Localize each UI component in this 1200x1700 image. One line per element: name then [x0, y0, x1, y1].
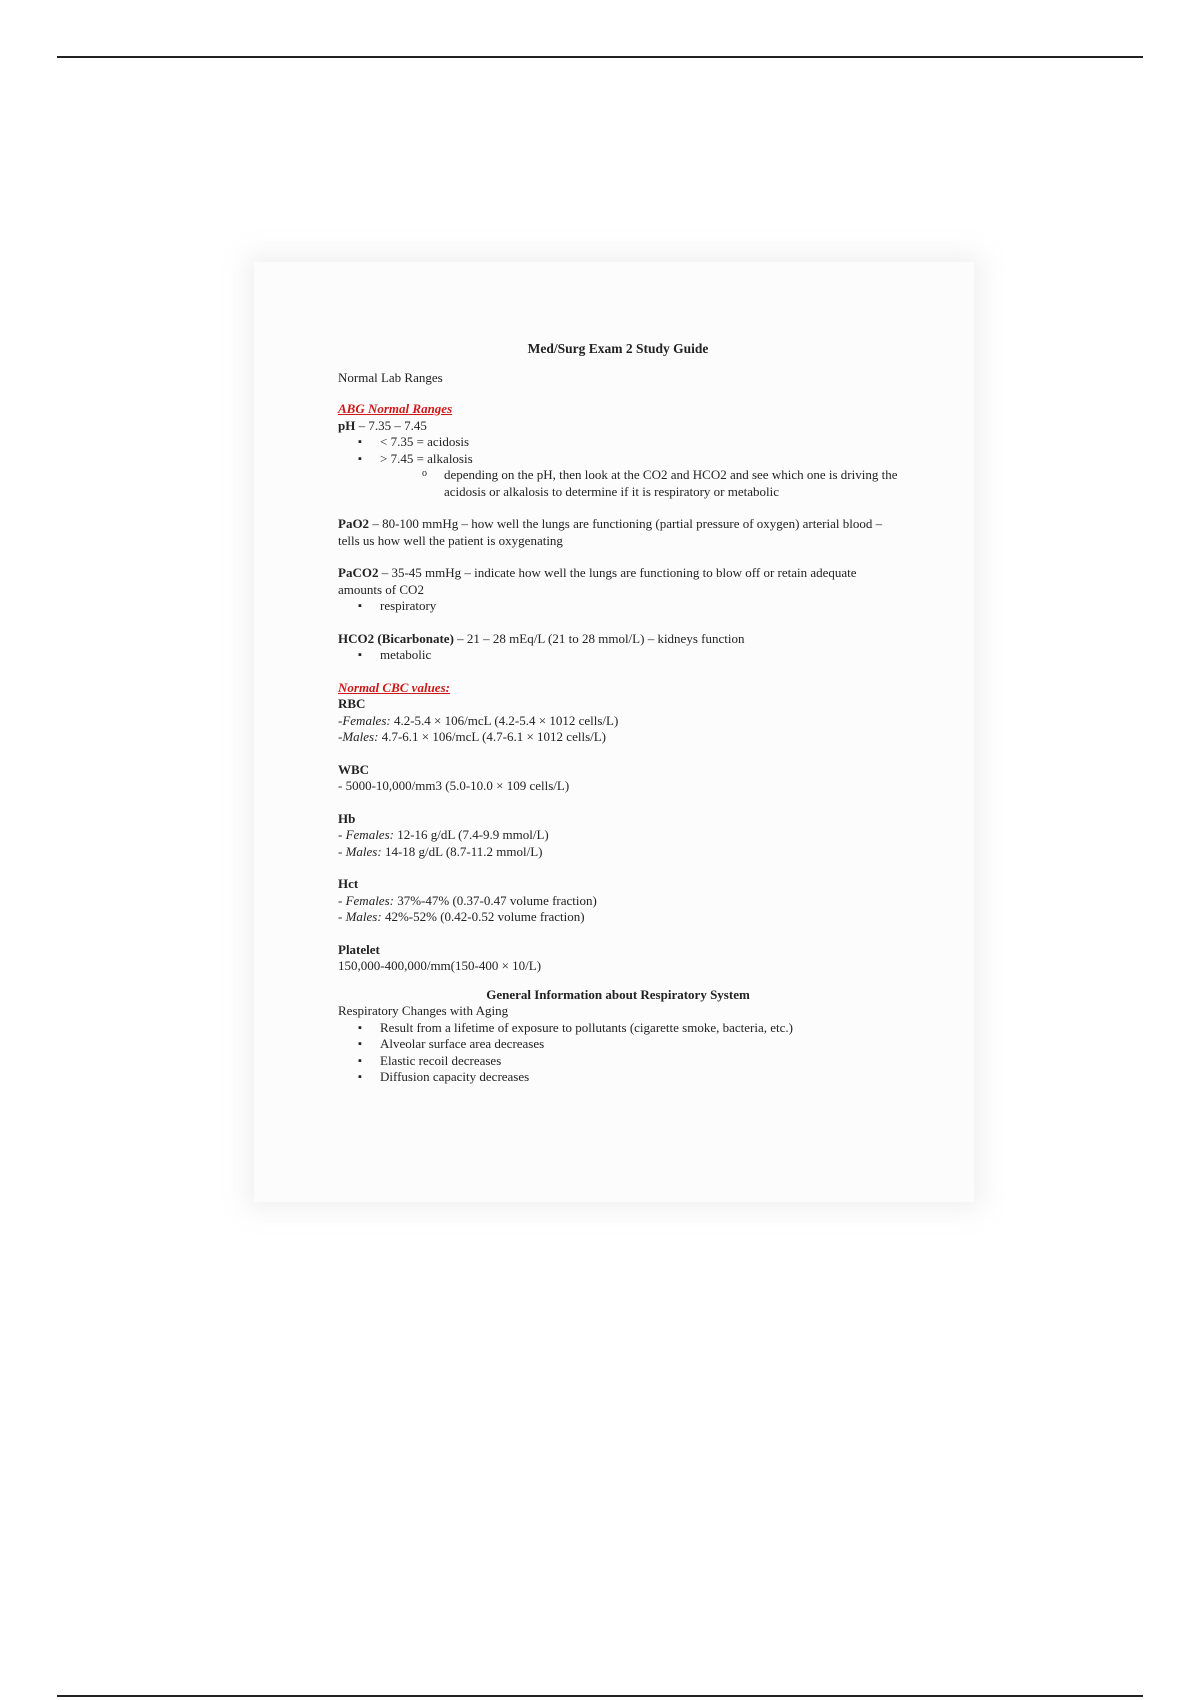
- hco2-text: – 21 – 28 mEq/L (21 to 28 mmol/L) – kidneys function: [453, 630, 745, 646]
- respiratory-heading: General Information about Respiratory System: [486, 986, 750, 1002]
- document-title: Med/Surg Exam 2 Study Guide: [527, 341, 709, 356]
- rbc-females-label: Females:: [342, 712, 391, 728]
- hct-males-label: Males:: [345, 909, 382, 924]
- rbc-females-value: 4.2-5.4 × 106/mcL (4.2-5.4 × 1012 cells/L): [390, 712, 619, 728]
- respiratory-bullet: ▪ Elastic recoil decreases: [358, 1053, 898, 1070]
- wbc-label: WBC: [338, 761, 370, 777]
- ph-sub-item: o depending on the pH, then look at the CO2 and HCO2 and see which one is driving the acidosis or alkalosis to determine if it is respiratory or metabolic: [422, 467, 898, 500]
- hct-females-line: [338, 893, 898, 910]
- hct-males-line: [338, 909, 898, 926]
- hb-females-label: Females:: [345, 827, 394, 842]
- hct-males-value: 42%-52% (0.42-0.52 volume fraction): [381, 909, 585, 924]
- hb-males-line: [338, 844, 898, 861]
- hco2-bullet: ▪ metabolic: [358, 647, 898, 664]
- pao2-text: – 80-100 mmHg – how well the lungs are functioning (partial pressure of oxygen) arterial blood – tells us how well the patient is oxygenating: [338, 516, 883, 548]
- hb-females-prefix: -: [338, 827, 346, 842]
- paco2-text: – 35-45 mmHg – indicate how well the lungs are functioning to blow off or retain adequate amounts of CO2: [338, 565, 857, 597]
- ph-label: pH: [338, 417, 356, 433]
- ph-bullet-list: [338, 434, 898, 500]
- ph-bullet-acidosis: ▪ < 7.35 = acidosis: [358, 434, 898, 451]
- hct-label: Hct: [338, 876, 359, 891]
- top-rule: [57, 56, 1143, 58]
- hct-females-label: Females:: [345, 892, 394, 908]
- hco2-label: HCO2 (Bicarbonate): [338, 630, 454, 646]
- ph-bullet-alkalosis: [358, 451, 898, 501]
- pao2-label: PaO2: [338, 516, 370, 531]
- rbc-males-prefix: -: [338, 729, 343, 744]
- hb-females-value: 12-16 g/dL (7.4-9.9 mmol/L): [393, 827, 549, 842]
- ph-sub-list: [380, 467, 898, 500]
- rbc-label: RBC: [338, 696, 366, 711]
- paco2-bullet: ▪ respiratory: [358, 598, 898, 615]
- rbc-males-value: 4.7-6.1 × 106/mcL (4.7-6.1 × 1012 cells/L): [378, 729, 607, 744]
- hb-label: Hb: [338, 810, 356, 826]
- abg-heading: ABG Normal Ranges: [338, 401, 453, 416]
- rbc-females-line: [338, 713, 898, 730]
- document-subtitle: Normal Lab Ranges: [338, 369, 443, 385]
- rbc-males-line: [338, 729, 898, 746]
- paco2-bullet-list: [338, 598, 898, 615]
- hco2-line: [338, 631, 898, 648]
- ph-value: – 7.35 – 7.45: [355, 417, 427, 433]
- platelet-label: Platelet: [338, 941, 380, 957]
- ph-bullet-alkalosis-text: > 7.45 = alkalosis: [380, 450, 473, 466]
- rbc-males-label: Males:: [342, 729, 379, 744]
- platelet-value: 150,000-400,000/mm(150-400 × 10/L): [338, 958, 542, 973]
- pao2-line: [338, 516, 898, 549]
- ph-line: [338, 418, 898, 435]
- hct-females-value: 37%-47% (0.37-0.47 volume fraction): [393, 892, 597, 908]
- hco2-bullet-list: [338, 647, 898, 664]
- cbc-heading: Normal CBC values:: [338, 679, 450, 695]
- hb-males-label: Males:: [345, 843, 382, 859]
- hb-males-value: 14-18 g/dL (8.7-11.2 mmol/L): [381, 843, 543, 859]
- wbc-value: - 5000-10,000/mm3 (5.0-10.0 × 109 cells/L): [338, 778, 570, 793]
- hb-males-prefix: -: [338, 843, 346, 859]
- paco2-line: [338, 565, 898, 598]
- hb-females-line: [338, 827, 898, 844]
- respiratory-bullet-list: [338, 1020, 898, 1086]
- rbc-females-prefix: -: [338, 712, 343, 728]
- hct-females-prefix: -: [338, 892, 346, 908]
- respiratory-bullet: ▪ Result from a lifetime of exposure to pollutants (cigarette smoke, bacteria, etc.): [358, 1020, 898, 1037]
- bottom-rule: [57, 1695, 1143, 1697]
- paco2-label: PaCO2: [338, 565, 379, 580]
- hct-males-prefix: -: [338, 909, 346, 924]
- respiratory-bullet: ▪ Alveolar surface area decreases: [358, 1036, 898, 1053]
- document-content: [338, 341, 898, 1086]
- respiratory-bullet: ▪ Diffusion capacity decreases: [358, 1069, 898, 1086]
- respiratory-subheading: Respiratory Changes with Aging: [338, 1003, 509, 1018]
